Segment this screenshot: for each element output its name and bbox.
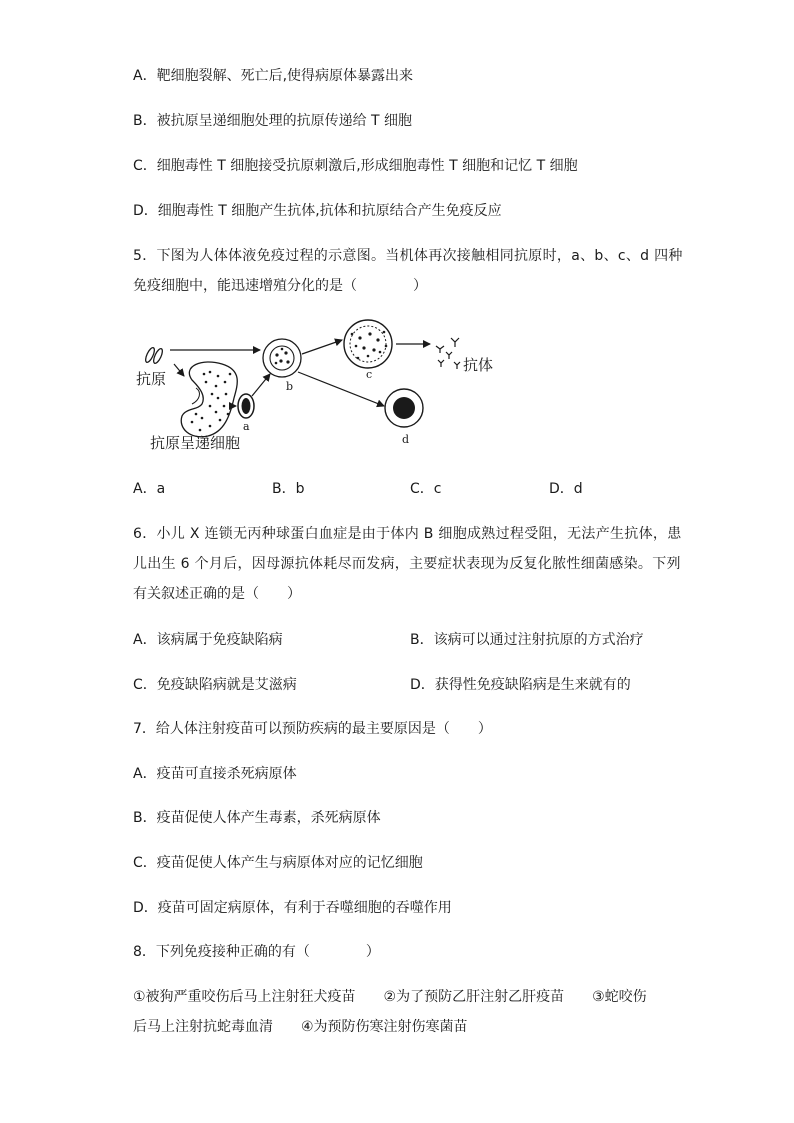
- q6-option-b: B．该病可以通过注射抗原的方式治疗: [410, 632, 644, 648]
- q7-option-a: A．疫苗可直接杀死病原体: [133, 766, 297, 782]
- q7-option-d: D．疫苗可固定病原体，有利于吞噬细胞的吞噬作用: [133, 900, 452, 916]
- arrow-a-to-b: [252, 374, 270, 396]
- cell-d-label: d: [402, 433, 410, 446]
- q4-option-a: A．靶细胞裂解、死亡后,使得病原体暴露出来: [133, 68, 414, 84]
- apc-label: 抗原呈递细胞: [150, 434, 241, 452]
- q6-stem-line1: 6．小儿 X 连锁无丙种球蛋白血症是由于体内 B 细胞成熟过程受阻，无法产生抗体，患: [133, 526, 682, 542]
- antibody-label: 抗体: [463, 356, 494, 374]
- q5-option-a: A．a: [133, 481, 166, 497]
- q4-option-d: D．细胞毒性 T 细胞产生抗体,抗体和抗原结合产生免疫反应: [133, 203, 502, 219]
- cell-b-icon: [263, 339, 301, 377]
- antigen-presenting-cell-icon: [181, 362, 237, 437]
- q5-option-c: C．c: [410, 481, 442, 497]
- cell-d-icon: [385, 389, 423, 427]
- antigen-label: 抗原: [136, 370, 167, 388]
- q5-stem-line2: 免疫细胞中，能迅速增殖分化的是（ ）: [133, 278, 427, 294]
- q5-stem-line1: 5．下图为人体体液免疫过程的示意图。当机体再次接触相同抗原时，a、b、c、d 四种: [133, 248, 683, 264]
- q5-option-d: D．d: [549, 481, 583, 497]
- humoral-immunity-diagram: [130, 318, 510, 458]
- cell-c-label: c: [366, 368, 373, 381]
- q7-option-c: C．疫苗促使人体产生与病原体对应的记忆细胞: [133, 855, 423, 871]
- cell-b-label: b: [286, 380, 294, 393]
- q8-stem: 8．下列免疫接种正确的有（ ）: [133, 944, 380, 960]
- q6-stem-line3: 有关叙述正确的是（ ）: [133, 586, 301, 602]
- q6-stem-line2: 儿出生 6 个月后，因母源抗体耗尽而发病，主要症状表现为反复化脓性细菌感染。下列: [133, 556, 681, 572]
- antigen-icon: [144, 346, 164, 364]
- q7-stem: 7．给人体注射疫苗可以预防疾病的最主要原因是（ ）: [133, 721, 492, 737]
- q5-option-b: B．b: [272, 481, 305, 497]
- q8-items-line2: 后马上注射抗蛇毒血清 ④为预防伤寒注射伤寒菌苗: [133, 1019, 468, 1035]
- antibody-icon: [436, 338, 460, 369]
- q6-option-a: A．该病属于免疫缺陷病: [133, 632, 283, 648]
- arrow-antigen-to-apc: [174, 364, 184, 376]
- q7-option-b: B．疫苗促使人体产生毒素，杀死病原体: [133, 810, 381, 826]
- q6-option-c: C．免疫缺陷病就是艾滋病: [133, 677, 297, 693]
- q8-items-line1: ①被狗严重咬伤后马上注射狂犬疫苗 ②为了预防乙肝注射乙肝疫苗 ③蛇咬伤: [133, 989, 647, 1005]
- cell-c-icon: [344, 320, 392, 368]
- q4-option-c: C．细胞毒性 T 细胞接受抗原刺激后,形成细胞毒性 T 细胞和记忆 T 细胞: [133, 158, 578, 174]
- arrow-b-to-c: [302, 340, 342, 354]
- q6-option-d: D．获得性免疫缺陷病是生来就有的: [410, 677, 631, 693]
- cell-a-label: a: [243, 420, 250, 433]
- q4-option-b: B．被抗原呈递细胞处理的抗原传递给 T 细胞: [133, 113, 413, 129]
- cell-a-icon: [238, 394, 254, 418]
